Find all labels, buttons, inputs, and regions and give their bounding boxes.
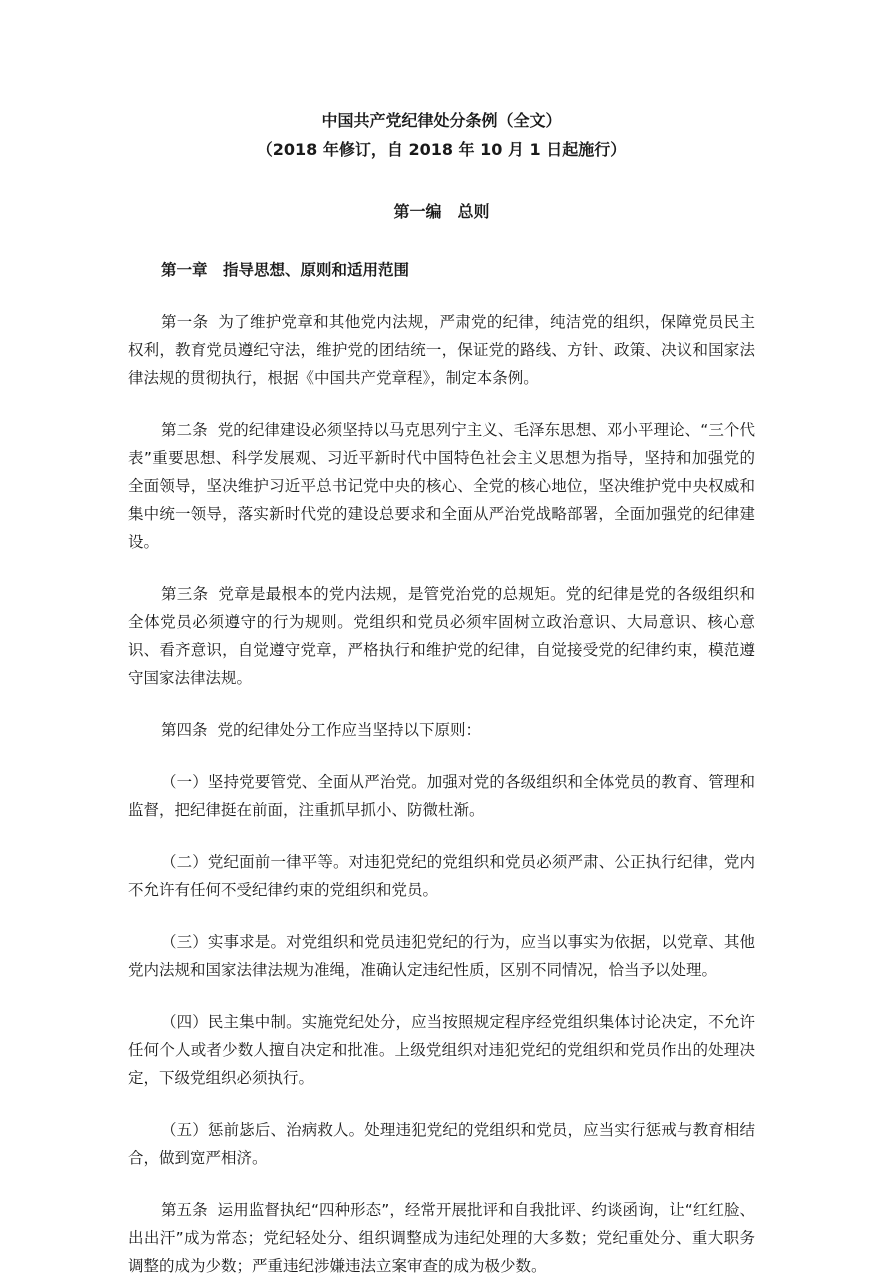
article-label: 第二条: [161, 421, 208, 439]
principle-4: （四）民主集中制。实施党纪处分，应当按照规定程序经党组织集体讨论决定，不允许任何个人或者少数人擅自决定和批准。上级党组织对违犯党纪的党组织和党员作出的处理决定，下级党组织必须执行。: [128, 1013, 755, 1087]
article-2: [128, 416, 755, 556]
article-text: 党的纪律处分工作应当坚持以下原则：: [217, 721, 482, 739]
document-title: 中国共产党纪律处分条例（全文）: [321, 111, 562, 130]
chapter-title: 第一章 指导思想、原则和适用范围: [161, 261, 410, 279]
article-text: 为了维护党章和其他党内法规，严肃党的纪律，纯洁党的组织，保障党员民主权利，教育党员遵纪守法，维护党的团结统一，保证党的路线、方针、政策、决议和国家法律法规的贯彻执行，根据《中国共产党章程》，制定本条例。: [128, 313, 755, 387]
article-text: 运用监督执纪“四种形态”，经常开展批评和自我批评、约谈函询，让“红红脸、出出汗”成为常态；党纪轻处分、组织调整成为违纪处理的大多数；党纪重处分、重大职务调整的成为少数；严重违纪涉嫌违法立案审查的成为极少数。: [128, 1201, 755, 1275]
article-text: 党章是最根本的党内法规，是管党治党的总规矩。党的纪律是党的各级组织和全体党员必须遵守的行为规则。党组织和党员必须牢固树立政治意识、大局意识、核心意识、看齐意识，自觉遵守党章，严格执行和维护党的纪律，自觉接受党的纪律约束，模范遵守国家法律法规。: [128, 585, 755, 687]
article-label: 第四条: [161, 721, 208, 739]
principle-5: （五）惩前毖后、治病救人。处理违犯党纪的党组织和党员，应当实行惩戒与教育相结合，做到宽严相济。: [128, 1121, 755, 1167]
part-title: 第一编 总则: [393, 202, 490, 221]
article-3: [128, 580, 755, 692]
principle-2: （二）党纪面前一律平等。对违犯党纪的党组织和党员必须严肃、公正执行纪律，党内不允许有任何不受纪律约束的党组织和党员。: [128, 853, 755, 899]
article-text: 党的纪律建设必须坚持以马克思列宁主义、毛泽东思想、邓小平理论、“三个代表”重要思想、科学发展观、习近平新时代中国特色社会主义思想为指导，坚持和加强党的全面领导，坚决维护习近平总书记党中央的核心、全党的核心地位，坚决维护党中央权威和集中统一领导，落实新时代党的建设总要求和全面从严治党战略部署，全面加强党的纪律建设。: [128, 421, 755, 551]
article-1: [128, 308, 755, 392]
article-label: 第五条: [161, 1201, 208, 1219]
document-subtitle: （2018 年修订，自 2018 年 10 月 1 日起施行）: [256, 140, 627, 159]
article-label: 第一条: [161, 313, 209, 331]
principle-1: （一）坚持党要管党、全面从严治党。加强对党的各级组织和全体党员的教育、管理和监督，把纪律挺在前面，注重抓早抓小、防微杜渐。: [128, 773, 755, 819]
article-label: 第三条: [161, 585, 209, 603]
article-4: [128, 716, 755, 744]
principle-3: （三）实事求是。对党组织和党员违犯党纪的行为，应当以事实为依据，以党章、其他党内法规和国家法律法规为准绳，准确认定违纪性质，区别不同情况，恰当予以处理。: [128, 933, 755, 979]
article-5: [128, 1196, 755, 1280]
